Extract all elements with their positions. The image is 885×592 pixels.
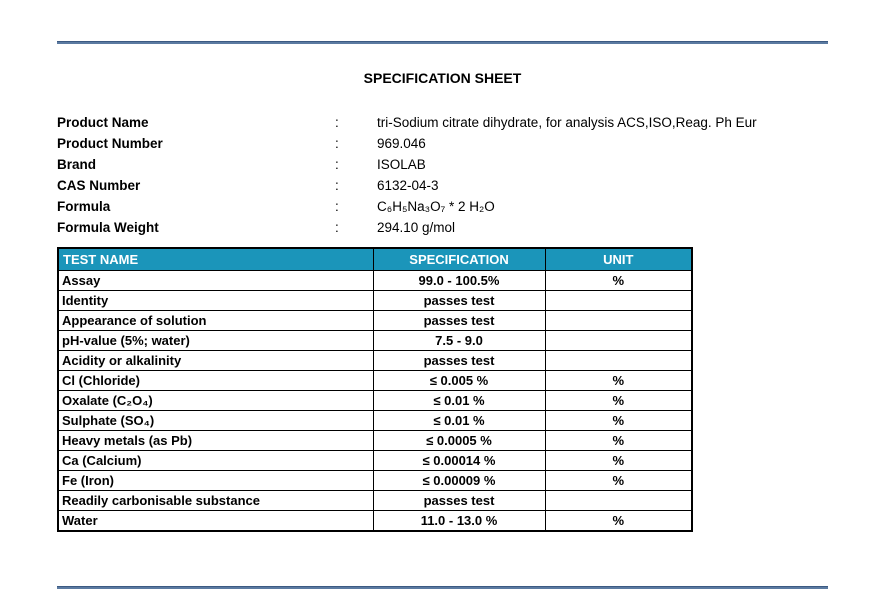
brand-value: ISOLAB	[377, 157, 426, 172]
separator: :	[335, 178, 339, 193]
specification-cell: ≤ 0.00009 %	[373, 471, 545, 491]
product-number-label: Product Number	[57, 136, 163, 151]
test-name-cell: Appearance of solution	[58, 311, 373, 331]
table-row	[58, 511, 692, 532]
unit-cell	[545, 331, 692, 351]
specification-cell: 11.0 - 13.0 %	[373, 511, 545, 532]
product-info-row	[57, 133, 828, 154]
specification-cell: ≤ 0.00014 %	[373, 451, 545, 471]
unit-cell: %	[545, 271, 692, 291]
separator: :	[335, 199, 339, 214]
test-name-cell: Identity	[58, 291, 373, 311]
table-row	[58, 331, 692, 351]
separator: :	[335, 157, 339, 172]
unit-cell	[545, 311, 692, 331]
formula-value: C₆H₅Na₃O₇ * 2 H₂O	[377, 199, 495, 214]
table-row	[58, 471, 692, 491]
formula-weight-value: 294.10 g/mol	[377, 220, 456, 235]
specification-cell: passes test	[373, 311, 545, 331]
unit-cell: %	[545, 431, 692, 451]
table-row	[58, 311, 692, 331]
separator: :	[335, 136, 339, 151]
cas-number-label: CAS Number	[57, 178, 141, 193]
specification-cell: passes test	[373, 351, 545, 371]
product-name-value: tri-Sodium citrate dihydrate, for analysis ACS,ISO,Reag. Ph Eur	[377, 115, 757, 130]
page-title: SPECIFICATION SHEET	[363, 70, 522, 86]
test-name-cell: Ca (Calcium)	[58, 451, 373, 471]
test-name-cell: Water	[58, 511, 373, 532]
product-name-label: Product Name	[57, 115, 149, 130]
specification-cell: ≤ 0.01 %	[373, 411, 545, 431]
unit-cell: %	[545, 411, 692, 431]
formula-label: Formula	[57, 199, 111, 214]
table-row	[58, 491, 692, 511]
unit-cell	[545, 351, 692, 371]
test-name-cell: Cl (Chloride)	[58, 371, 373, 391]
specification-cell: ≤ 0.005 %	[373, 371, 545, 391]
product-info-row	[57, 175, 828, 196]
product-info-row	[57, 196, 828, 217]
cas-number-value: 6132-04-3	[377, 178, 439, 193]
table-row	[58, 351, 692, 371]
product-info-block	[57, 112, 828, 238]
test-name-cell: Readily carbonisable substance	[58, 491, 373, 511]
table-row	[58, 411, 692, 431]
table-row	[58, 371, 692, 391]
formula-weight-label: Formula Weight	[57, 220, 159, 235]
unit-cell: %	[545, 511, 692, 532]
table-row	[58, 291, 692, 311]
product-number-value: 969.046	[377, 136, 426, 151]
unit-cell: %	[545, 471, 692, 491]
brand-label: Brand	[57, 157, 97, 172]
footer-rule	[57, 586, 828, 589]
test-name-cell: Assay	[58, 271, 373, 291]
unit-cell: %	[545, 451, 692, 471]
unit-column-header: UNIT	[545, 248, 692, 271]
test-name-cell: Acidity or alkalinity	[58, 351, 373, 371]
unit-cell: %	[545, 371, 692, 391]
specification-cell: ≤ 0.0005 %	[373, 431, 545, 451]
table-row	[58, 391, 692, 411]
unit-cell	[545, 291, 692, 311]
test-name-cell: Oxalate (C₂O₄)	[58, 391, 373, 411]
test-name-column-header: TEST NAME	[58, 248, 373, 271]
unit-cell: %	[545, 391, 692, 411]
table-row	[58, 431, 692, 451]
table-header-row	[58, 248, 692, 271]
product-info-row	[57, 154, 828, 175]
specification-cell: passes test	[373, 491, 545, 511]
product-info-row	[57, 112, 828, 133]
table-row	[58, 451, 692, 471]
unit-cell	[545, 491, 692, 511]
test-name-cell: Sulphate (SO₄)	[58, 411, 373, 431]
specification-cell: 7.5 - 9.0	[373, 331, 545, 351]
specification-table	[57, 247, 693, 532]
test-name-cell: pH-value (5%; water)	[58, 331, 373, 351]
specification-cell: 99.0 - 100.5%	[373, 271, 545, 291]
product-info-row	[57, 217, 828, 238]
header-rule	[57, 41, 828, 44]
specification-cell: ≤ 0.01 %	[373, 391, 545, 411]
separator: :	[335, 115, 339, 130]
test-name-cell: Fe (Iron)	[58, 471, 373, 491]
table-row	[58, 271, 692, 291]
test-name-cell: Heavy metals (as Pb)	[58, 431, 373, 451]
separator: :	[335, 220, 339, 235]
specification-cell: passes test	[373, 291, 545, 311]
specification-column-header: SPECIFICATION	[373, 248, 545, 271]
